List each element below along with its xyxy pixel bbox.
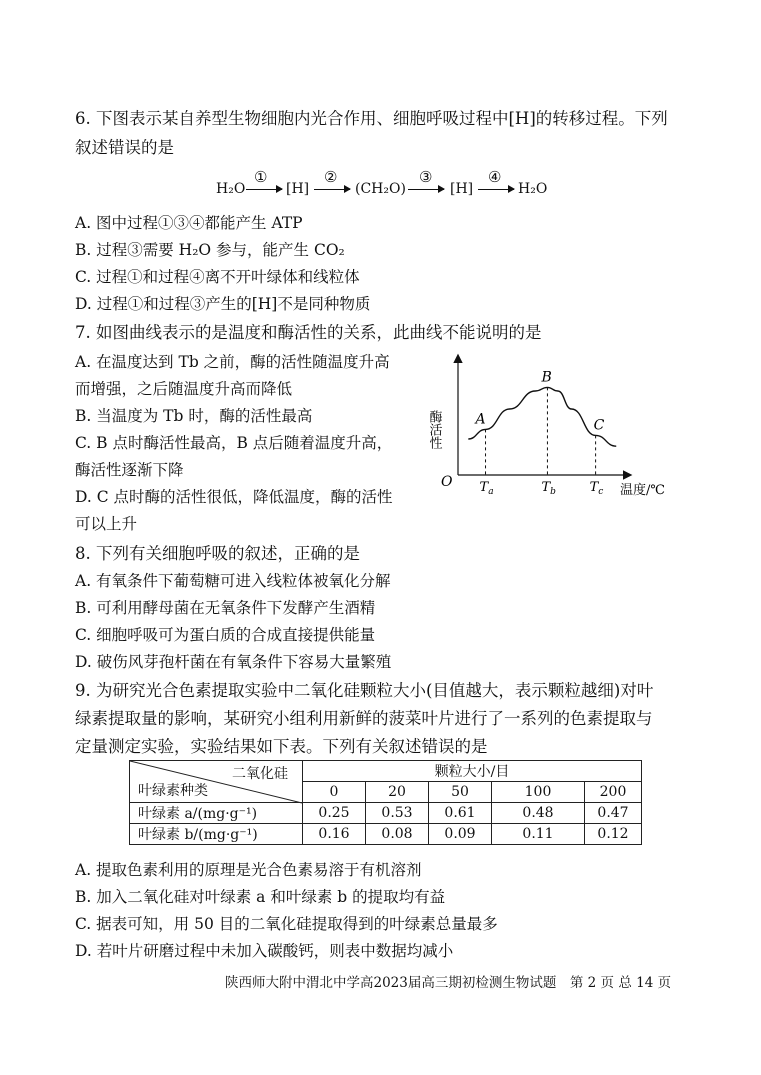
chain-arrow-4 (478, 189, 514, 190)
table-col-header: 20 (366, 782, 429, 803)
q9-stem-line3: 定量测定实验，实验结果如下表。下列有关叙述错误的是 (75, 737, 488, 756)
q7-option-b: B. 当温度为 Tb 时，酶的活性最高 (75, 407, 313, 425)
q7-option-a-line1: A. 在温度达到 Tb 之前，酶的活性随温度升高 (75, 353, 390, 371)
point-label-B: B (541, 369, 552, 386)
x-tick-Tc: $T_c$ (589, 480, 604, 497)
table-cell: 0.53 (366, 803, 429, 824)
y-axis-label: 酶活性 (426, 410, 442, 449)
chlorophyll-table (129, 760, 642, 845)
table-cell: 0.08 (366, 824, 429, 845)
table-col-header: 0 (303, 782, 366, 803)
chain-h2o-start: H₂O (216, 181, 246, 197)
table-cell: 0.09 (429, 824, 492, 845)
table-cell: 0.61 (429, 803, 492, 824)
point-label-A: A (475, 411, 486, 428)
q6-option-a: A. 图中过程①③④都能产生 ATP (75, 214, 303, 232)
q9-stem-line1: 9. 为研究光合色素提取实验中二氧化硅颗粒大小(目值越大，表示颗粒越细)对叶 (75, 681, 654, 700)
x-axis-label: 温度/℃ (620, 483, 665, 498)
q6-stem-line1: 6. 下图表示某自养型生物细胞内光合作用、细胞呼吸过程中[H]的转移过程。下列 (75, 109, 668, 128)
table-cell: 0.12 (585, 824, 642, 845)
chain-h-2: [H] (450, 181, 474, 197)
table-corner-top: 二氧化硅 (232, 766, 288, 782)
table-corner-cell (130, 761, 303, 803)
enzyme-activity-chart (426, 350, 680, 505)
origin-label: O (441, 474, 453, 490)
q8-stem: 8. 下列有关细胞呼吸的叙述，正确的是 (75, 544, 360, 563)
table-cell: 0.47 (585, 803, 642, 824)
chain-arrow-1 (246, 189, 282, 190)
chain-step2-label: ② (324, 168, 338, 186)
x-tick-Ta: $T_a$ (479, 480, 494, 497)
q8-option-c: C. 细胞呼吸可为蛋白质的合成直接提供能量 (75, 626, 376, 644)
q6-option-c: C. 过程①和过程④离不开叶绿体和线粒体 (75, 268, 360, 286)
chain-arrow-3 (408, 189, 444, 190)
q8-option-d: D. 破伤风芽孢杆菌在有氧条件下容易大量繁殖 (75, 653, 392, 671)
q6-option-d: D. 过程①和过程③产生的[H]不是同种物质 (75, 295, 371, 313)
table-row (130, 824, 642, 845)
chain-step4-label: ④ (488, 168, 502, 186)
chain-step1-label: ① (254, 168, 268, 186)
table-cell: 0.25 (303, 803, 366, 824)
chain-h-1: [H] (286, 181, 310, 197)
q6-stem-line2: 叙述错误的是 (75, 138, 174, 157)
table-row-label: 叶绿素 a/(mg·g⁻¹) (130, 803, 303, 824)
table-cell: 0.48 (492, 803, 585, 824)
q7-option-a-line2: 而增强，之后随温度升高而降低 (75, 380, 293, 398)
table-cell: 0.11 (492, 824, 585, 845)
chain-ch2o: (CH₂O) (355, 181, 406, 197)
table-corner-bottom: 叶绿素种类 (138, 783, 208, 799)
chain-step3-label: ③ (419, 168, 433, 186)
point-label-C: C (593, 417, 605, 434)
q6-option-b: B. 过程③需要 H₂O 参与，能产生 CO₂ (75, 241, 345, 259)
table-col-header: 50 (429, 782, 492, 803)
table-group-header: 颗粒大小/目 (303, 761, 642, 782)
q9-option-d: D. 若叶片研磨过程中未加入碳酸钙，则表中数据均减小 (75, 942, 454, 960)
page-footer: 陕西师大附中渭北中学高2023届高三期初检测生物试题 第 2 页 总 14 页 (225, 975, 672, 991)
chain-h2o-end: H₂O (518, 181, 548, 197)
chain-arrow-2 (314, 189, 350, 190)
q7-option-c-line2: 酶活性逐渐下降 (75, 461, 184, 479)
q8-option-a: A. 有氧条件下葡萄糖可进入线粒体被氧化分解 (75, 572, 391, 590)
q9-option-a: A. 提取色素利用的原理是光合色素易溶于有机溶剂 (75, 861, 422, 879)
table-cell: 0.16 (303, 824, 366, 845)
q9-option-b: B. 加入二氧化硅对叶绿素 a 和叶绿素 b 的提取均有益 (75, 888, 446, 906)
table-col-header: 100 (492, 782, 585, 803)
q7-option-d-line1: D. C 点时酶的活性很低，降低温度，酶的活性 (75, 488, 393, 506)
q7-option-d-line2: 可以上升 (75, 515, 138, 533)
table-row (130, 803, 642, 824)
x-tick-Tb: $T_b$ (541, 480, 556, 497)
q8-option-b: B. 可利用酵母菌在无氧条件下发酵产生酒精 (75, 599, 376, 617)
q9-option-c: C. 据表可知，用 50 目的二氧化硅提取得到的叶绿素总量最多 (75, 915, 498, 933)
q9-stem-line2: 绿素提取量的影响，某研究小组利用新鲜的菠菜叶片进行了一系列的色素提取与 (75, 709, 653, 728)
q7-option-c-line1: C. B 点时酶活性最高，B 点后随着温度升高， (75, 434, 393, 452)
q7-stem: 7. 如图曲线表示的是温度和酶活性的关系，此曲线不能说明的是 (75, 323, 542, 342)
q6-reaction-chain (216, 168, 556, 208)
table-col-header: 200 (585, 782, 642, 803)
table-row-label: 叶绿素 b/(mg·g⁻¹) (130, 824, 303, 845)
